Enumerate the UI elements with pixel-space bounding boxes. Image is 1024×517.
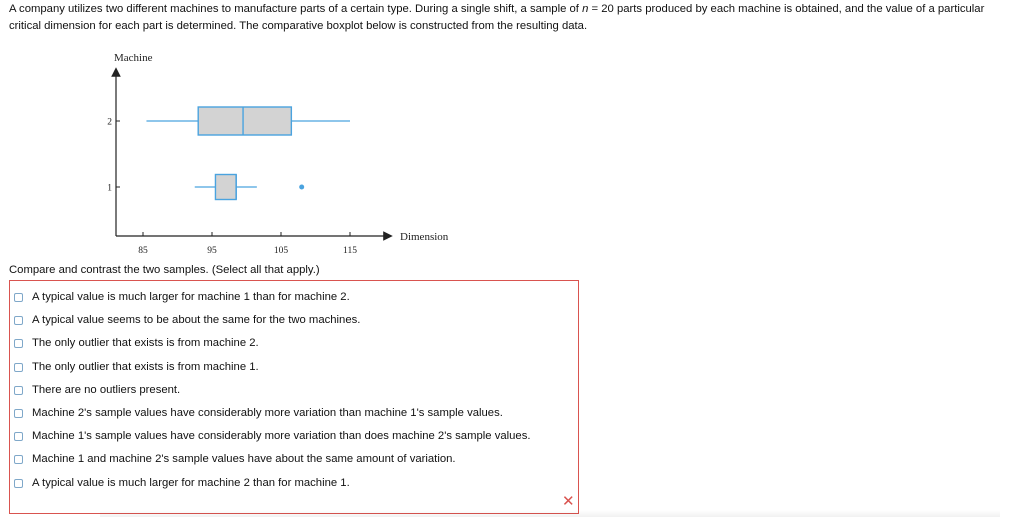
answer-label: The only outlier that exists is from machine 2. <box>32 337 259 349</box>
answer-option[interactable] <box>14 451 456 467</box>
x-tick-label: 85 <box>138 246 148 256</box>
answer-label: A typical value is much larger for machine 1 than for machine 2. <box>32 291 350 303</box>
question-text-end: = 20 parts produced by each machine is obtained, and the value of a particular critical dimension for each part is determined. The comparative boxplot below is constructed from the resulting data. <box>9 3 985 32</box>
answer-label: There are no outliers present. <box>32 384 181 396</box>
outlier-point <box>299 185 304 190</box>
answer-checkbox[interactable] <box>14 409 23 418</box>
answer-option[interactable] <box>14 289 350 305</box>
boxes <box>146 107 350 200</box>
machine-1-box <box>195 175 304 200</box>
answer-checkbox[interactable] <box>14 316 23 325</box>
answer-checkbox[interactable] <box>14 363 23 372</box>
answer-option[interactable] <box>14 359 259 375</box>
answer-checkbox[interactable] <box>14 455 23 464</box>
axes <box>107 52 449 256</box>
answer-checkbox[interactable] <box>14 479 23 488</box>
answer-option[interactable] <box>14 428 531 444</box>
answer-checkbox[interactable] <box>14 386 23 395</box>
answer-label: The only outlier that exists is from machine 1. <box>32 361 259 373</box>
answer-option[interactable] <box>14 382 180 398</box>
answer-label: Machine 1 and machine 2's sample values have about the same amount of variation. <box>32 453 456 465</box>
bottom-shadow <box>100 510 1000 517</box>
select-prompt: Compare and contrast the two samples. (Select all that apply.) <box>9 264 320 276</box>
answer-checkbox[interactable] <box>14 432 23 441</box>
answer-option[interactable] <box>14 335 259 351</box>
y-axis-label: Machine <box>114 52 153 64</box>
answer-checkbox[interactable] <box>14 339 23 348</box>
question-text-start: A company utilizes two different machines to manufacture parts of a certain type. During a single shift, a sample of <box>9 3 583 15</box>
sample-size-variable: n <box>582 3 589 15</box>
x-tick-label: 105 <box>273 246 289 256</box>
comparative-boxplot <box>0 0 480 262</box>
answer-label: Machine 1's sample values have considerably more variation than does machine 2's sample values. <box>32 430 531 442</box>
y-tick-label: 2 <box>107 117 112 128</box>
incorrect-icon: ✕ <box>562 492 575 510</box>
answer-checkbox[interactable] <box>14 293 23 302</box>
answer-label: A typical value is much larger for machine 2 than for machine 1. <box>32 477 350 489</box>
machine-2-box <box>146 107 350 135</box>
answer-label: Machine 2's sample values have considerably more variation than machine 1's sample values. <box>32 407 503 419</box>
iqr-box <box>198 107 291 135</box>
x-tick-label: 115 <box>343 246 357 256</box>
x-axis-label: Dimension <box>400 231 449 243</box>
iqr-box <box>215 175 236 200</box>
x-tick-label: 95 <box>207 246 217 256</box>
y-tick-label: 1 <box>107 183 112 194</box>
answer-options <box>9 280 579 514</box>
answer-option[interactable] <box>14 312 360 328</box>
answer-label: A typical value seems to be about the same for the two machines. <box>32 314 361 326</box>
answer-option[interactable] <box>14 475 350 491</box>
answer-option[interactable] <box>14 405 503 421</box>
